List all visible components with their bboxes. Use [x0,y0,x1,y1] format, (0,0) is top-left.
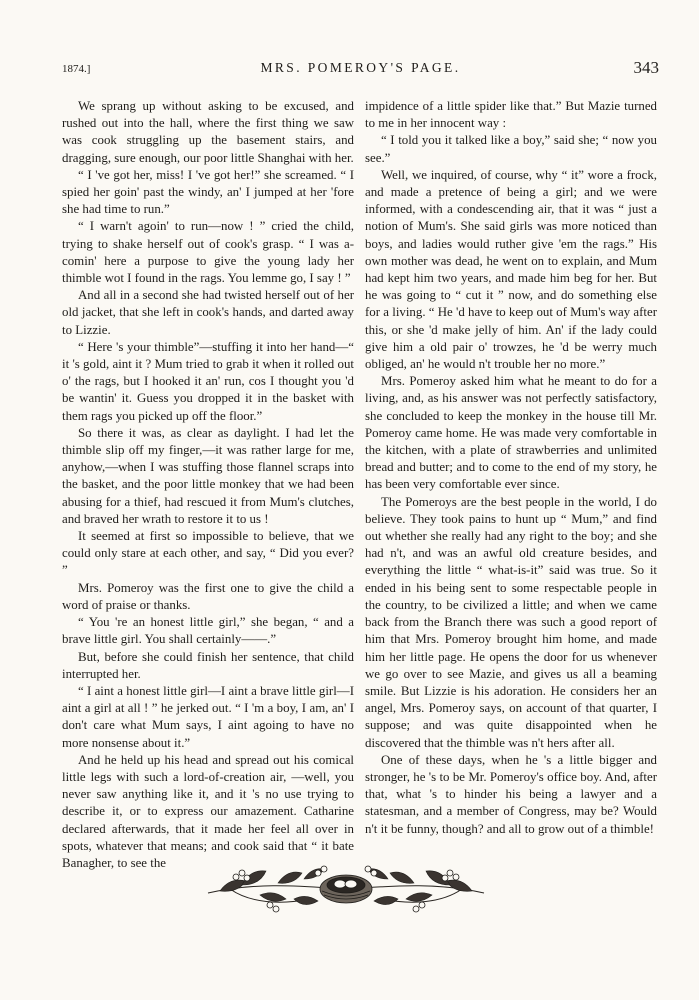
paragraph: We sprang up without asking to be excused, and rushed out into the hall, where the first thing we saw was cook struggling up the basement stairs, and dragging, sure enough, our poor little Shanghai with her. [62,99,354,165]
paragraph: “ I 've got her, miss! I 've got her!” she screamed. “ I spied her goin' past the windy, an' I jumped at her 'fore she had time to run.” [62,167,354,217]
paragraph: The Pomeroys are the best people in the world, I do believe. They took pains to hunt up “ Mum,” and find out whether she really had any right to the boy; and she had n't, and was an awful old creature besides, and everything the little “ what-is-it” said was true. So it ended in his being sent to some respectable people in the country, to be civilized a little; and when we came back from the Branch there was such a good report of him that Mrs. Pomeroy brought him home, and made him her little page. He opens the door for us whenever we go over to see Mazie, and gives us all a beaming smile. But Lizzie is his adoration. He considers her an angel, Mrs. Pomeroy says, on account of that quarter, I suppose; and was quite disappointed when he discovered that the thimble was n't hers after all. [365,494,657,750]
paragraph: And all in a second she had twisted herself out of her old jacket, that she left in cook's hands, and darted away to Lizzie. [62,288,354,337]
running-title: MRS. POMEROY'S PAGE. [260,60,461,75]
paragraph: It seemed at first so impossible to believe, that we could only stare at each other, and say, “ Did you ever? ” [62,529,354,578]
paragraph: “ I aint a honest little girl—I aint a brave little girl—I aint a girl at all ! ” he jerked out. “ I 'm a boy, I am, an' I don't care what Mum says, I aint agoing to have no more nonsense about it.” [62,683,354,750]
page-number: 343 [633,58,659,77]
page-header [62,58,659,82]
paragraph: “ Here 's your thimble”—stuffing it into her hand—“ it 's gold, aint it ? Mum tried to grab it when it rolled out o' the rags, but I hooked it an' run, cos I thought you 'd be wantin' it. Guess you dropped it in the basket with them rags you picked up off the floor.” [62,339,354,423]
year-label: 1874.] [62,63,91,75]
paragraph: impidence of a little spider like that.” But Mazie turned to me in her innocent way : [365,99,657,131]
paragraph: “ I warn't agoin' to run—now ! ” cried the child, trying to shake herself out of cook's grasp. “ I was a-comin' here a purpose to give the young lady her thimble wot I found in the rags. You lemme go, I say ! ” [62,219,354,286]
paragraph: So there it was, as clear as daylight. I had let the thimble slip off my finger,—it was rather large for me, anyhow,—when I was stuffing those flannel scraps into the basket, and the poor little monkey that we had been abusing for a thief, had rescued it from Mum's clutches, and braved her wrath to restore it to us ! [62,425,354,526]
bird-nest-holly-vignette-icon [200,843,492,923]
paragraph: “ I told you it talked like a boy,” said she; “ now you see.” [365,133,657,165]
paragraph: One of these days, when he 's a little bigger and stronger, he 's to be Mr. Pomeroy's office boy. And, after that, what 's to hinder his being a lawyer and a statesman, and a member of Congress, may be? Would n't it be funny, though? and all to grow out of a thimble! [365,752,657,836]
left-column [62,98,354,872]
right-column [365,98,657,838]
paragraph: But, before she could finish her sentence, that child interrupted her. [62,649,354,681]
paragraph: Mrs. Pomeroy asked him what he meant to do for a living, and, as his answer was not perfectly satisfactory, she concluded to keep the monkey in the house till Mr. Pomeroy came home. He was made very comfortable in the kitchen, with a plate of strawberries and unlimited bread and butter; and to come to the end of my story, he has been very comfortable ever since. [365,374,657,492]
paragraph: Mrs. Pomeroy was the first one to give the child a word of praise or thanks. [62,580,354,612]
paragraph: And he held up his head and spread out his comical little legs with such a lord-of-creation air, —well, you never saw anything like it, and it 's no use trying to describe it, or to express our amazement. Catharine declared afterwards, that it made her feel all over in spots, whatever that means; and cook said that “ it bate Banagher, to see the [62,752,354,870]
paragraph: “ You 're an honest little girl,” she began, “ and a brave little girl. You shall certainly——.” [62,615,354,647]
paragraph: Well, we inquired, of course, why “ it” wore a frock, and made a pretence of being a girl; and we were informed, with a condescending air, that it was “ just a notion of Mum's. She said girls was more noticed than boys, and ladies would ruther give 'em the rags.” His own mother was dead, he went on to explain, and Mum had kept him two years, and made him beg for her. But he was going to “ cut it ” now, and do something else for a living. “ He 'd have to keep out of Mum's way after this, or she 'd make jelly of him. An' if the lady could give him a old pair o' trowzes, he 'd be werry much obliged, an' he would n't trouble her no more.” [365,167,657,372]
